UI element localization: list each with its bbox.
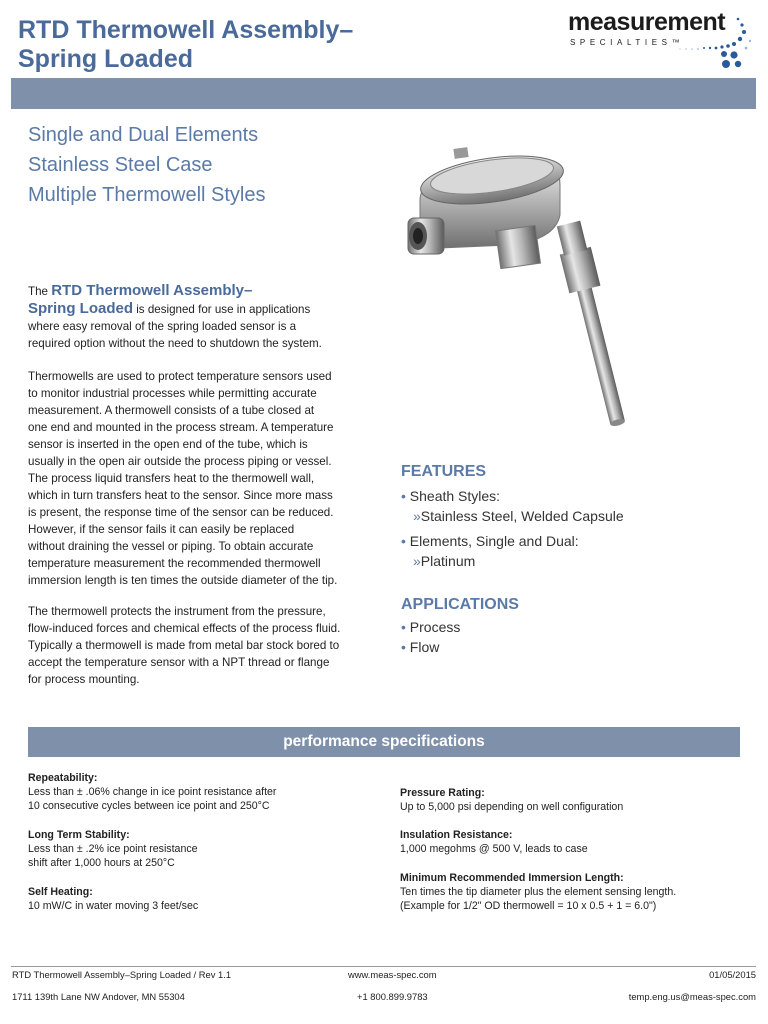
features-list	[401, 486, 624, 571]
text-line: sensor is inserted in the open end of the tube, which is	[28, 438, 308, 451]
applications-heading: APPLICATIONS	[401, 596, 519, 613]
spec-value: 1,000 megohms @ 500 V, leads to case	[400, 843, 588, 855]
list-subitem	[401, 551, 624, 571]
thermowell-description	[28, 368, 373, 589]
list-item	[401, 617, 460, 637]
text-line: temperature measurement the recommended thermowell	[28, 557, 321, 570]
intro-paragraph	[28, 282, 373, 352]
feature-value: Platinum	[420, 553, 476, 569]
spec-long-term-stability	[28, 828, 198, 870]
text-line: usually in the open air outside the process piping or vessel.	[28, 455, 332, 468]
text-line: immersion length is ten times the outside diameter of the tip.	[28, 574, 338, 587]
tagline: Multiple Thermowell Styles	[28, 184, 266, 206]
text-line: The thermowell protects the instrument from the pressure,	[28, 605, 326, 618]
intro-text: required option without the need to shutdown the system.	[28, 337, 322, 350]
footer-divider	[11, 966, 756, 967]
intro-product-name-2: Spring Loaded	[28, 300, 133, 317]
chevron-icon: »	[413, 508, 421, 524]
intro-text: is designed for use in applications	[133, 303, 311, 316]
spec-label: Long Term Stability:	[28, 829, 130, 841]
logo-subtitle: SPECIALTIES™	[570, 38, 685, 47]
intro-product-name: RTD Thermowell Assembly–	[51, 282, 253, 299]
footer-website-link[interactable]: www.meas-spec.com	[348, 969, 437, 980]
spec-value: Ten times the tip diameter plus the element sensing length.	[400, 886, 677, 898]
performance-specifications-bar: performance specifications	[28, 727, 740, 757]
footer-address: 1711 139th Lane NW Andover, MN 55304	[12, 991, 185, 1002]
text-line: which in turn transfers heat to the sensor. Since more mass	[28, 489, 333, 502]
title-line-2: Spring Loaded	[18, 45, 193, 73]
page-title	[18, 16, 353, 74]
title-line-1: RTD Thermowell Assembly–	[18, 16, 354, 44]
text-line: Typically a thermowell is made from metal bar stock bored to	[28, 639, 340, 652]
spec-value: 10 mW/C in water moving 3 feet/sec	[28, 900, 199, 912]
application-label: Process	[409, 619, 461, 635]
footer-phone: +1 800.899.9783	[357, 991, 428, 1002]
header-band	[11, 78, 756, 109]
text-line: Thermowells are used to protect temperature sensors used	[28, 370, 332, 383]
thermowell-protection-paragraph	[28, 603, 373, 688]
text-line: The process liquid transfers heat to the thermowell wall,	[28, 472, 315, 485]
footer-email-link[interactable]: temp.eng.us@meas-spec.com	[628, 991, 756, 1002]
spec-immersion-length	[400, 871, 676, 913]
spec-value: (Example for 1/2" OD thermowell = 10 x 0.5 + 1 = 6.0")	[400, 900, 657, 912]
logo-dots-icon	[566, 8, 756, 70]
spec-pressure-rating	[400, 786, 623, 814]
application-label: Flow	[409, 639, 440, 655]
list-item	[401, 637, 460, 657]
spec-label: Self Heating:	[28, 886, 93, 898]
footer-date: 01/05/2015	[709, 969, 756, 980]
list-item	[401, 531, 624, 551]
list-subitem	[401, 506, 624, 526]
chevron-icon: »	[413, 553, 421, 569]
bullet-icon: •	[401, 533, 406, 549]
taglines	[28, 120, 266, 210]
tagline: Single and Dual Elements	[28, 124, 259, 146]
spec-value: Up to 5,000 psi depending on well configuration	[400, 801, 624, 813]
company-logo	[566, 8, 756, 70]
spec-repeatability	[28, 771, 276, 813]
text-line: one end and mounted in the process stream. A temperature	[28, 421, 334, 434]
spec-label: Insulation Resistance:	[400, 829, 513, 841]
feature-label: Sheath Styles:	[409, 488, 501, 504]
spec-value: shift after 1,000 hours at 250°C	[28, 857, 175, 869]
spec-self-heating	[28, 885, 198, 913]
intro-text: where easy removal of the spring loaded sensor is a	[28, 320, 297, 333]
spec-insulation-resistance	[400, 828, 588, 856]
feature-label: Elements, Single and Dual:	[409, 533, 579, 549]
list-item	[401, 486, 624, 506]
intro-prefix: The	[28, 285, 52, 298]
footer-doc-id: RTD Thermowell Assembly–Spring Loaded / Rev 1.1	[12, 969, 232, 980]
text-line: for process mounting.	[28, 673, 140, 686]
tagline: Stainless Steel Case	[28, 154, 213, 176]
spec-value: Less than ± .2% ice point resistance	[28, 843, 198, 855]
spec-label: Pressure Rating:	[400, 787, 485, 799]
feature-value: Stainless Steel, Welded Capsule	[420, 508, 624, 524]
text-line: flow-induced forces and chemical effects of the process fluid.	[28, 622, 341, 635]
text-line: without draining the vessel or piping. To obtain accurate	[28, 540, 314, 553]
bullet-icon: •	[401, 639, 406, 655]
text-line: to monitor industrial processes while permitting accurate	[28, 387, 317, 400]
text-line: However, if the sensor fails it can easily be replaced	[28, 523, 295, 536]
features-heading: FEATURES	[401, 463, 487, 480]
bullet-icon: •	[401, 619, 406, 635]
logo-wordmark: measurement	[568, 8, 726, 36]
spec-value: 10 consecutive cycles between ice point and 250°C	[28, 800, 270, 812]
text-line: accept the temperature sensor with a NPT thread or flange	[28, 656, 330, 669]
spec-label: Repeatability:	[28, 772, 98, 784]
bullet-icon: •	[401, 488, 406, 504]
spec-value: Less than ± .06% change in ice point resistance after	[28, 786, 277, 798]
spec-label: Minimum Recommended Immersion Length:	[400, 872, 624, 884]
text-line: is present, the response time of the sensor can be reduced.	[28, 506, 334, 519]
applications-list	[401, 617, 460, 657]
product-image	[400, 140, 700, 440]
text-line: measurement. A thermowell consists of a tube closed at	[28, 404, 315, 417]
